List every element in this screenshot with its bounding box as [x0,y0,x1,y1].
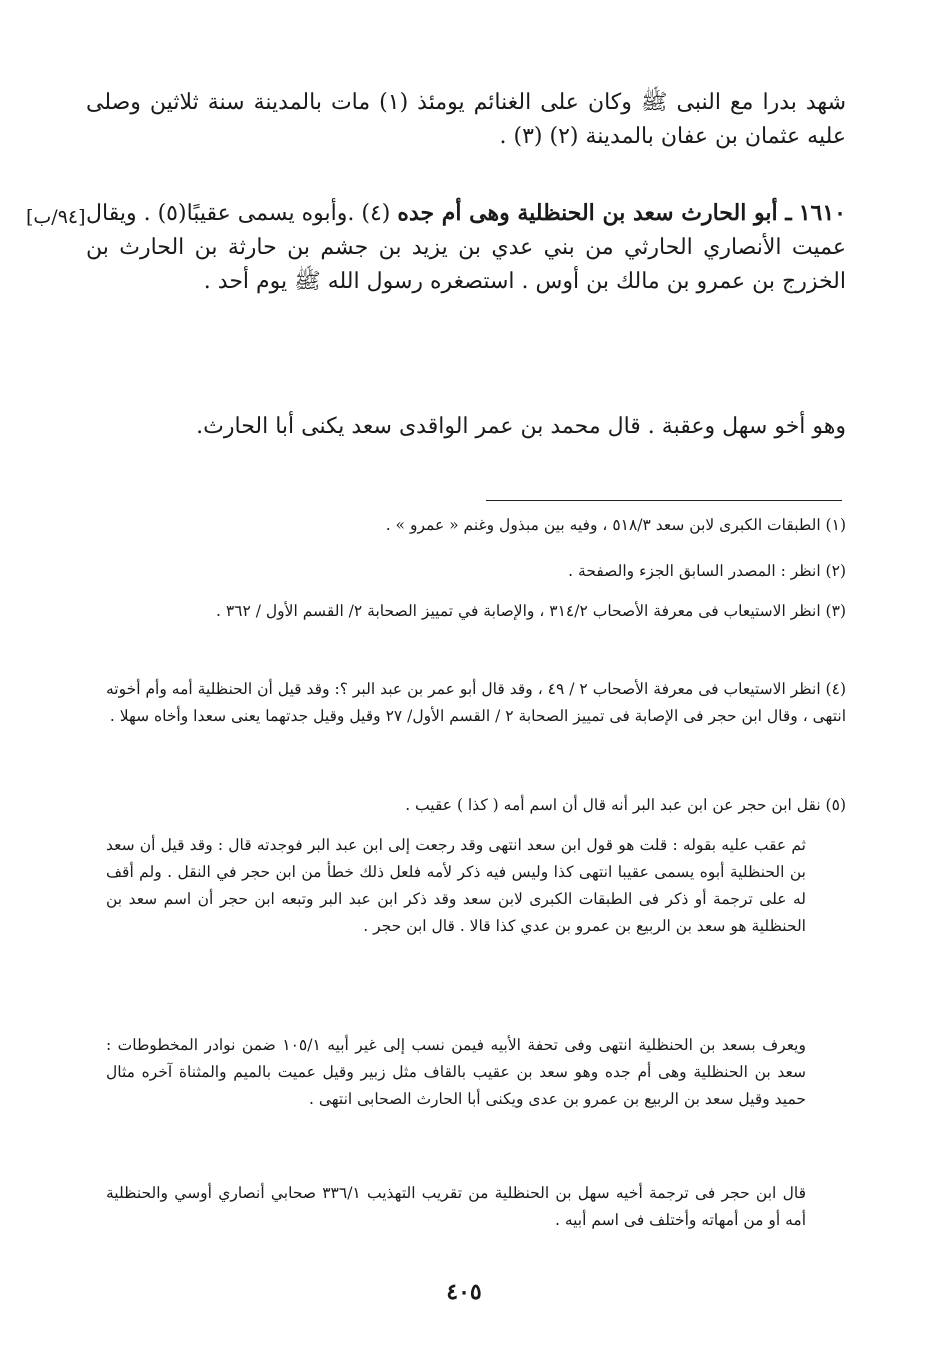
footnote-5-continuation-1: ثم عقب عليه بقوله : قلت هو قول ابن سعد انتهى وقد رجعت إلى ابن عبد البر فوجدته قال : وقد قيل أن سعد بن الحنظلية أبوه يسمى عقيبا انتهى كذا وليس فيه ذكر لأمه فلعل ذلك خطأ من ابن حجر في النقل . ولم أقف له على ترجمة أو ذكر فى الطبقات الكبرى لابن سعد وقد ذكر ابن عبد البر وتبعه ابن حجر أن اسم سعد بن الحنظلية هو سعد بن الربيع بن عمرو بن عدي كذا قالا . قال ابن حجر . [106,836,806,936]
entry-number: ١٦١٠ [798,200,846,226]
footnote-4: (٤) انظر الاستيعاب فى معرفة الأصحاب ٢ / ٤٩ ، وقد قال أبو عمر بن عبد البر ؟: وقد قيل أن الحنظلية أمه وأم أخوته انتهى ، وقال ابن حجر فى الإصابة فى تمييز الصحابة ٢ / القسم الأول/ ٢٧ وقيل وقيل جدتهما يعنى سعدا وأخاه سهلا . [106,680,846,726]
entry-text: (٤) .وأبوه يسمى عقيبًا(٥) . ويقال عميت الأنصاري الحارثي من بني عدي بن يزيد بن جشم بن حارثة بن الحارث بن الخزرج بن عمرو بن مالك بن أوس . استصغره رسول الله ﷺ يوم أحد . [86,201,846,295]
main-paragraph-1: شهد بدرا مع النبى ﷺ وكان على الغنائم يومئذ (١) مات بالمدينة سنة ثلاثين وصلى عليه عثمان بن عفان بالمدينة (٢) (٣) . [86,90,846,150]
footnote-5-continuation-3: قال ابن حجر فى ترجمة أخيه سهل بن الحنظلية من تقريب التهذيب ٣٣٦/١ صحابي أنصاري أوسي والحنظلية أمه أو من أمهاته وأختلف فى اسم أبيه . [106,1184,806,1230]
footnote-5: (٥) نقل ابن حجر عن ابن عبد البر أنه قال أن اسم أمه ( كذا ) عقيب . [405,796,846,814]
footnote-5-continuation-2: ويعرف بسعد بن الحنظلية انتهى وفى تحفة الأبيه فيمن نسب إلى غير أبيه ١٠٥/١ ضمن نوادر المخطوطات : سعد بن الحنظلية وهى أم جده وهو سعد بن عقيب بالقاف مثل زبير وقيل عميت بالميم والمثناة آخره مثال حميد وقيل سعد بن الربيع بن عمرو بن عدى ويكنى أبا الحارث الصحابى انتهى . [106,1036,806,1109]
footnote-separator [486,500,842,501]
footnote-1: (١) الطبقات الكبرى لابن سعد ٥١٨/٣ ، وفيه بين مبذول وغنم « عمرو » . [385,516,846,534]
entry-heading: ـ أبو الحارث سعد بن الحنظلية وهى أم جده [397,200,792,226]
page-number: ٤٠٥ [446,1279,482,1305]
marginal-reference: [٩٤/ب] [26,206,86,228]
entry-paragraph [86,196,846,299]
footnote-2: (٢) انظر : المصدر السابق الجزء والصفحة . [568,562,846,580]
main-paragraph-3: وهو أخو سهل وعقبة . قال محمد بن عمر الواقدى سعد يكنى أبا الحارث. [196,414,846,439]
footnote-3: (٣) انظر الاستيعاب فى معرفة الأصحاب ٣١٤/٢ ، والإصابة في تمييز الصحابة ٢/ القسم الأول / ٣٦٢ . [216,602,846,620]
